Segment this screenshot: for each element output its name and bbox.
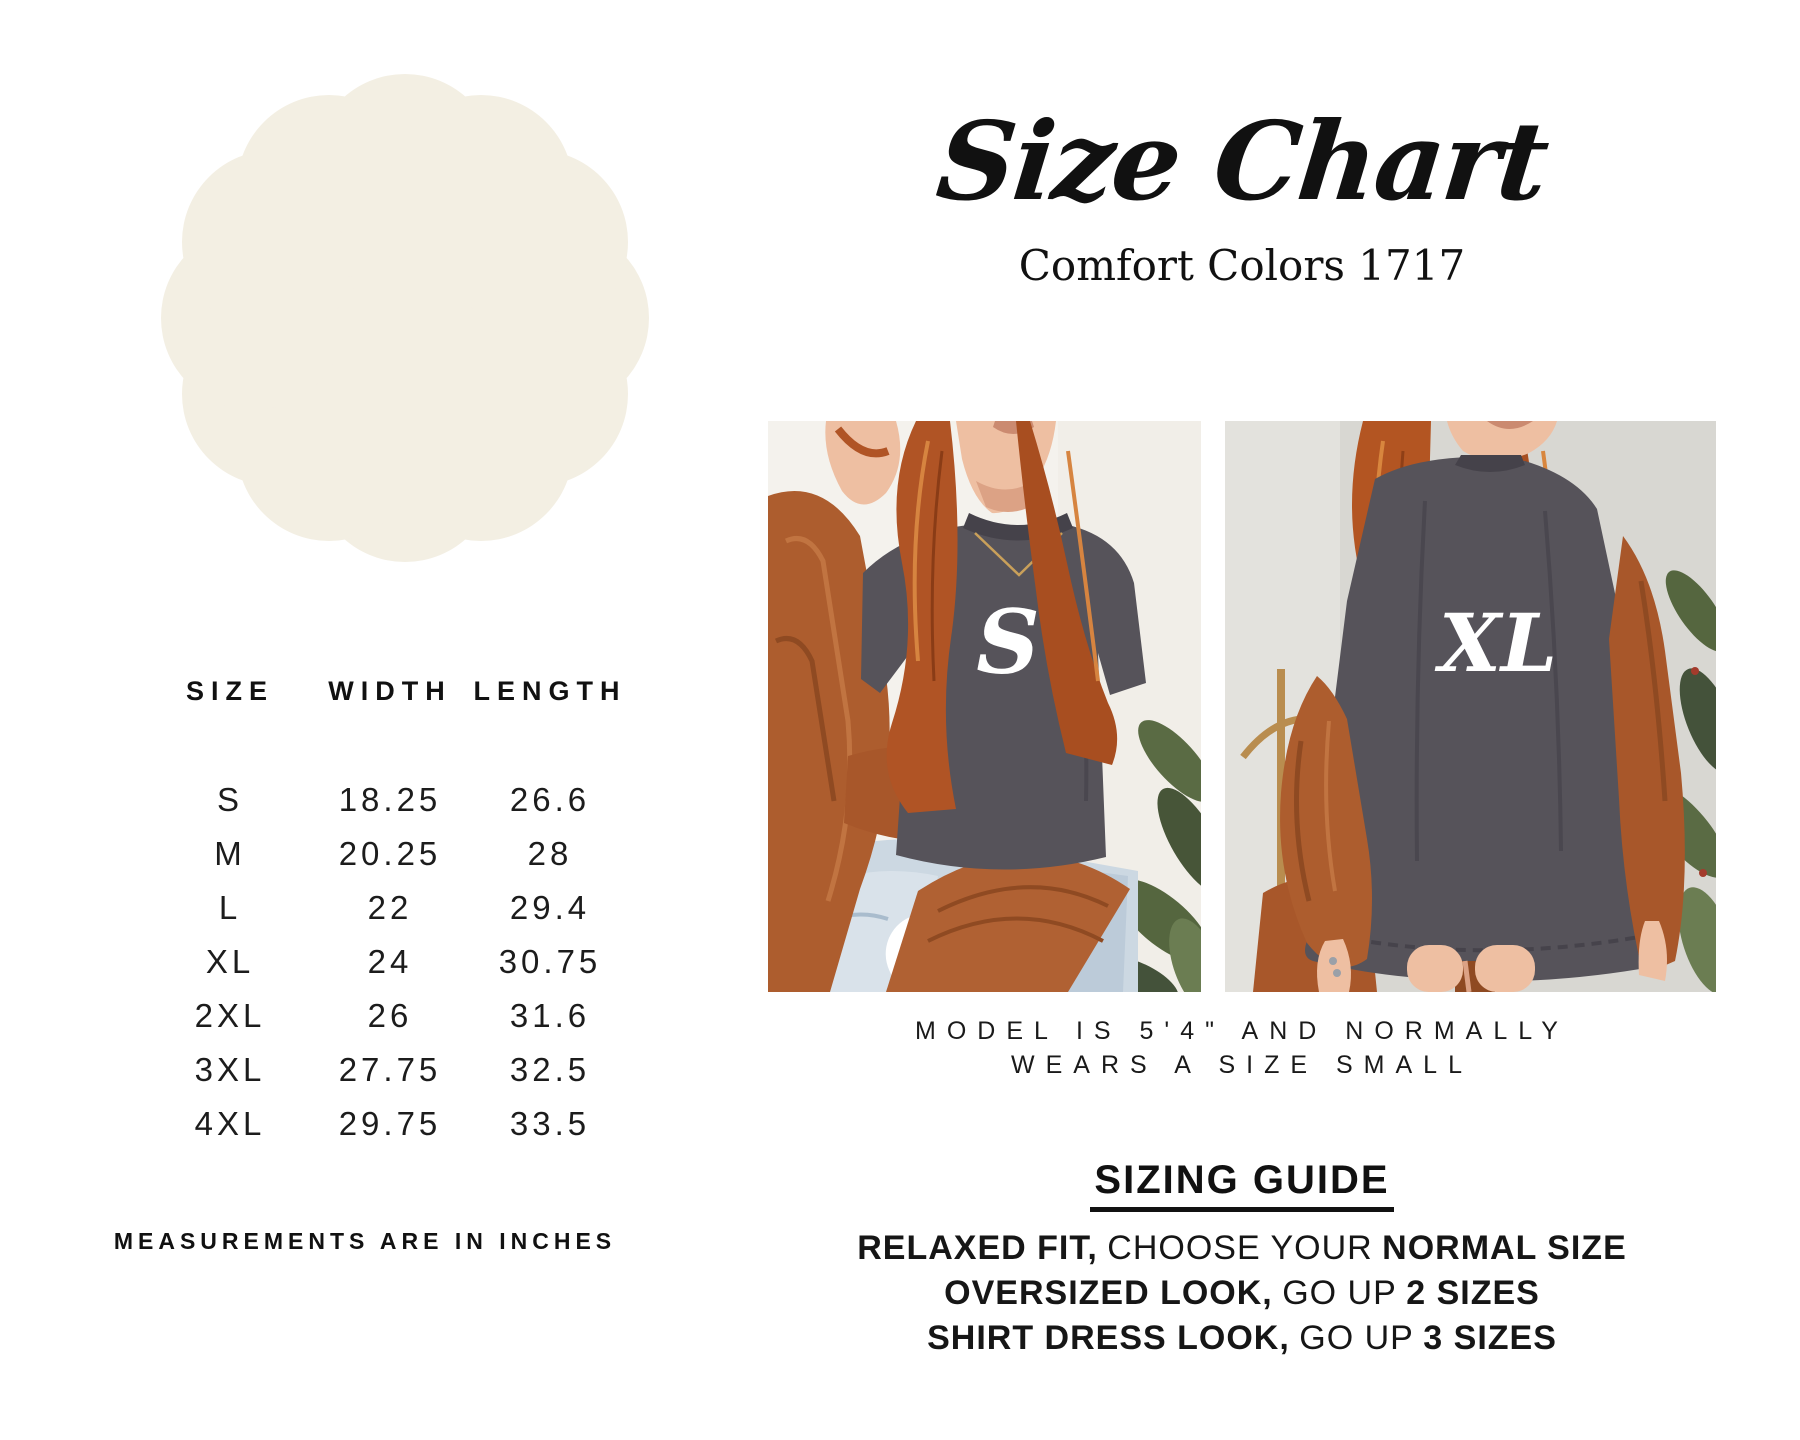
cell-width: 29.75 — [338, 1105, 442, 1142]
sizing-guide-heading: SIZING GUIDE — [1090, 1158, 1393, 1212]
cell-width: 24 — [367, 943, 413, 980]
table-row — [150, 827, 630, 881]
page-title: Size Chart — [931, 99, 1553, 225]
cell-size: S — [216, 781, 243, 818]
photo-model-size-s — [768, 421, 1201, 992]
blob-shape — [145, 58, 665, 578]
guide-fit-advice: GO UP — [1282, 1274, 1397, 1312]
table-row — [150, 881, 630, 935]
sizing-guide-lines — [742, 1226, 1742, 1361]
shirt-size-letter-xl: XL — [1438, 596, 1558, 690]
header-length: LENGTH — [473, 676, 627, 706]
title-block — [792, 84, 1692, 289]
cell-length: 30.75 — [498, 943, 602, 980]
sizing-guide-line-relaxed — [742, 1226, 1742, 1271]
cell-width: 20.25 — [338, 835, 442, 872]
size-table-header — [150, 676, 630, 707]
cell-width: 22 — [367, 889, 413, 926]
cell-length: 33.5 — [509, 1105, 591, 1142]
guide-fit-name: OVERSIZED LOOK, — [944, 1274, 1273, 1312]
cell-length: 32.5 — [509, 1051, 591, 1088]
cell-size: 2XL — [194, 997, 266, 1034]
header-size: SIZE — [185, 676, 274, 706]
cell-size: M — [214, 835, 246, 872]
guide-fit-name: RELAXED FIT, — [857, 1229, 1098, 1267]
cell-length: 31.6 — [509, 997, 591, 1034]
model-caption-line2: WEARS A SIZE SMALL — [1011, 1051, 1473, 1079]
cell-length: 29.4 — [509, 889, 591, 926]
guide-fit-size: 3 SIZES — [1423, 1319, 1557, 1357]
sizing-guide-line-oversized — [742, 1271, 1742, 1316]
model-caption-line1: MODEL IS 5'4" AND NORMALLY — [915, 1017, 1569, 1045]
guide-fit-size: 2 SIZES — [1406, 1274, 1540, 1312]
cell-size: 4XL — [194, 1105, 266, 1142]
model-caption — [768, 1014, 1716, 1082]
measurements-note: MEASUREMENTS ARE IN INCHES — [113, 1228, 617, 1254]
cell-width: 18.25 — [338, 781, 442, 818]
cell-size: L — [218, 889, 242, 926]
cell-width: 27.75 — [338, 1051, 442, 1088]
table-row — [150, 773, 630, 827]
guide-fit-name: SHIRT DRESS LOOK, — [927, 1319, 1290, 1357]
size-table — [150, 773, 630, 1151]
cell-size: XL — [205, 943, 255, 980]
photo-model-size-xl — [1225, 421, 1716, 992]
cell-length: 26.6 — [509, 781, 591, 818]
cell-width: 26 — [367, 997, 413, 1034]
table-row — [150, 989, 630, 1043]
guide-fit-size: NORMAL SIZE — [1382, 1229, 1627, 1267]
cell-length: 28 — [527, 835, 573, 872]
shirt-size-letter-s: S — [976, 590, 1040, 694]
sizing-guide — [792, 1158, 1692, 1212]
table-row — [150, 1097, 630, 1151]
cell-size: 3XL — [194, 1051, 266, 1088]
table-row — [150, 1043, 630, 1097]
decorative-blob — [145, 58, 665, 578]
table-row — [150, 935, 630, 989]
page-subtitle: Comfort Colors 1717 — [1018, 240, 1466, 290]
sizing-guide-line-shirt-dress — [742, 1316, 1742, 1361]
header-width: WIDTH — [328, 676, 452, 706]
guide-fit-advice: GO UP — [1299, 1319, 1414, 1357]
guide-fit-advice: CHOOSE YOUR — [1107, 1229, 1373, 1267]
